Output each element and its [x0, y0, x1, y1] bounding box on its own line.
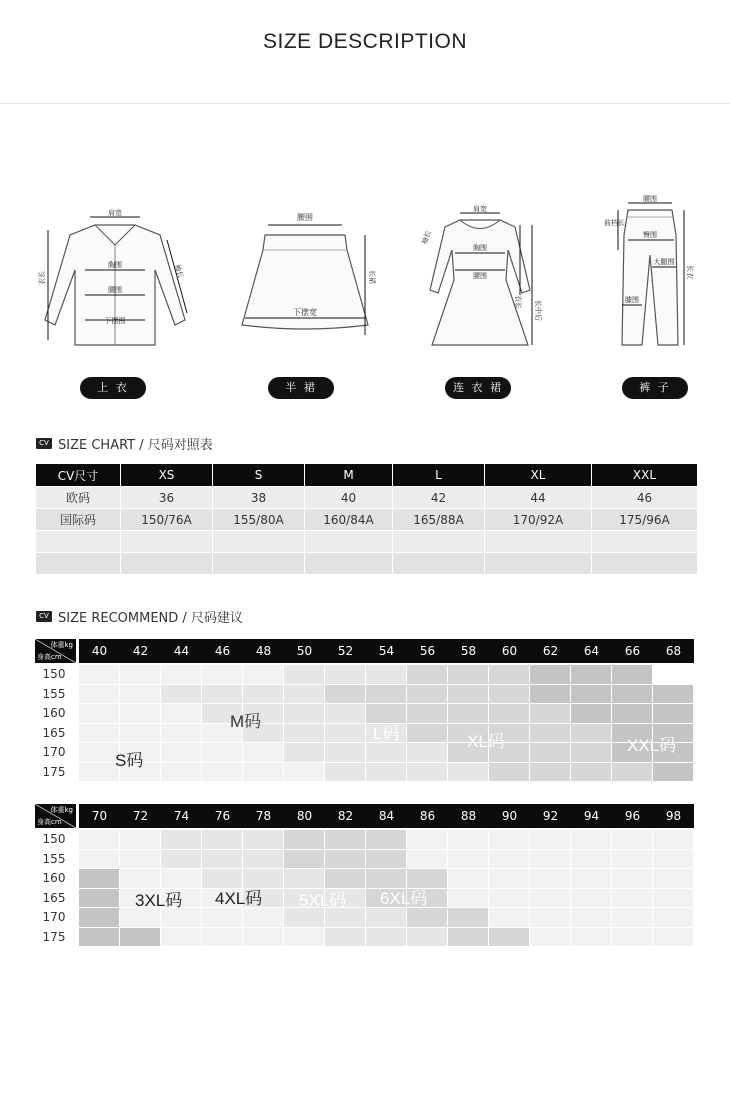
weight-header: 42: [132, 644, 149, 658]
height-label: 170: [42, 910, 66, 924]
height-label: 175: [42, 764, 66, 779]
recommend-cell: [448, 763, 488, 782]
shirt-label-shoulder: 肩宽: [108, 209, 122, 217]
recommend-cell: [612, 665, 652, 684]
recommend-cell: [571, 763, 611, 782]
table-cell: 国际码: [36, 509, 121, 531]
recommend-cell: [407, 928, 447, 947]
recommend-cell: [120, 830, 160, 849]
weight-header: 74: [173, 809, 190, 823]
recommend-cell: [571, 704, 611, 723]
garment-tag-trousers: 裤 子: [622, 377, 688, 399]
table-cell: [305, 531, 393, 553]
recommend-cell: [530, 830, 570, 849]
table-cell: [213, 531, 305, 553]
recommend-cell: [653, 704, 693, 723]
weight-header: 44: [173, 644, 190, 658]
weight-header: 62: [542, 644, 559, 658]
recommend-cell: [571, 850, 611, 869]
recommend-cell: [366, 850, 406, 869]
recommend-cell: [571, 743, 611, 762]
table-cell: 150/76A: [121, 509, 213, 531]
height-label: 150: [42, 667, 66, 681]
recommend-cell: [571, 869, 611, 888]
recommend-cell: [489, 763, 529, 782]
recommend-cell: [489, 850, 529, 869]
weight-header: 72: [132, 809, 149, 823]
recommend-cell: [202, 850, 242, 869]
size-label: 4XL码: [215, 889, 263, 908]
recommend-cell: [407, 763, 447, 782]
table-cell: [36, 531, 121, 553]
shirt-label-length: 衣长: [38, 271, 46, 285]
table-cell: 36: [121, 487, 213, 509]
recommend-cell: [489, 869, 529, 888]
size-chart-header: L: [393, 464, 485, 487]
dress-label-sleeve: 袖长: [420, 229, 433, 246]
recommend-cell: [489, 889, 529, 908]
recommend-cell: [161, 685, 201, 704]
size-label: 3XL码: [135, 891, 183, 910]
recommend-cell: [284, 724, 324, 743]
recommend-cell: [202, 743, 242, 762]
recommend-cell: [79, 704, 119, 723]
recommend-cell: [448, 665, 488, 684]
weight-header: 90: [501, 809, 518, 823]
size-chart-header-row: [36, 464, 698, 487]
weight-header: 68: [665, 644, 682, 658]
size-chart-table: [35, 463, 698, 575]
skirt-label-hem: 下摆宽: [293, 308, 317, 317]
recommend-cell: [284, 704, 324, 723]
recommend-cell: [120, 850, 160, 869]
recommend-cell: [79, 763, 119, 782]
title-divider: [0, 103, 730, 104]
recommend-cell: [284, 928, 324, 947]
recommend-cell: [571, 928, 611, 947]
corner-height-label: 身高cm: [37, 818, 62, 826]
recommend-cell: [448, 704, 488, 723]
recommend-cell: [325, 928, 365, 947]
weight-header: 78: [255, 809, 272, 823]
table-cell: 欧码: [36, 487, 121, 509]
recommend-cell: [489, 704, 529, 723]
recommend-cell: [407, 704, 447, 723]
recommend-cell: [79, 665, 119, 684]
recommend-cell: [653, 850, 693, 869]
dress-label-length: 衣长: [514, 295, 522, 309]
table-row: [36, 487, 698, 509]
trousers-label-knee: 膝围: [625, 296, 639, 304]
recommend-cell: [284, 685, 324, 704]
recommend-cell: [653, 928, 693, 947]
table-cell: [393, 553, 485, 575]
size-label: S码: [115, 751, 144, 770]
size-label: 6XL码: [380, 889, 428, 908]
recommend-cell: [571, 889, 611, 908]
recommend-cell: [530, 928, 570, 947]
recommend-cell: [202, 830, 242, 849]
dress-label-back-length: 长中后: [534, 300, 542, 321]
recommend-cell: [530, 704, 570, 723]
recommend-cell: [325, 685, 365, 704]
trousers-label-hip: 臀围: [643, 231, 657, 239]
shirt-label-sleeve: 袖长: [173, 263, 185, 280]
recommend-cell: [243, 928, 283, 947]
recommend-cell: [79, 685, 119, 704]
weight-header: 76: [214, 809, 231, 823]
recommend-cell: [407, 850, 447, 869]
recommend-cell: [489, 830, 529, 849]
table-cell: [121, 531, 213, 553]
recommend-cell: [407, 743, 447, 762]
weight-header: 50: [296, 644, 313, 658]
table-cell: [592, 553, 698, 575]
garment-tag-top: 上 衣: [80, 377, 146, 399]
recommend-cell: [79, 928, 119, 947]
weight-header: 84: [378, 809, 395, 823]
dress-label-shoulder: 肩宽: [473, 205, 487, 213]
table-cell: [592, 531, 698, 553]
recommend-cell: [612, 830, 652, 849]
table-row: [36, 531, 698, 553]
cv-logo: CV: [36, 611, 52, 622]
size-chart-header: XXL: [592, 464, 698, 487]
table-cell: [213, 553, 305, 575]
size-recommend-heading: [36, 607, 243, 626]
recommend-cell: [202, 665, 242, 684]
size-chart-header: CV尺寸: [36, 464, 121, 487]
table-cell: 170/92A: [485, 509, 592, 531]
height-label: 165: [42, 890, 66, 905]
table-row: [36, 553, 698, 575]
trousers-diagram: [600, 195, 700, 355]
recommend-cell: [325, 850, 365, 869]
recommend-cell: [612, 928, 652, 947]
table-cell: 165/88A: [393, 509, 485, 531]
table-cell: [305, 553, 393, 575]
weight-header: 80: [296, 809, 313, 823]
recommend-cell: [407, 685, 447, 704]
recommend-cell: [161, 743, 201, 762]
recommend-cell: [366, 830, 406, 849]
dress-diagram: [420, 205, 540, 355]
skirt-label-waist: 腰围: [297, 213, 313, 222]
trousers-label-length: 长衣: [686, 265, 694, 279]
recommend-cell: [284, 743, 324, 762]
garment-tag-dress: 连 衣 裙: [445, 377, 511, 399]
recommend-cell: [530, 850, 570, 869]
recommend-cell: [120, 928, 160, 947]
size-chart-header: S: [213, 464, 305, 487]
recommend-cell: [653, 665, 693, 684]
recommend-cell: [407, 830, 447, 849]
height-label: 160: [42, 871, 66, 885]
recommend-cell: [325, 763, 365, 782]
recommend-cell: [202, 928, 242, 947]
recommend-cell: [120, 685, 160, 704]
skirt-diagram: [230, 205, 380, 355]
size-label: XL码: [467, 732, 505, 751]
recommend-cell: [489, 908, 529, 927]
size-chart-heading: [36, 434, 213, 453]
table-cell: 155/80A: [213, 509, 305, 531]
garment-tag-skirt: 半 裙: [268, 377, 334, 399]
recommend-cell: [571, 724, 611, 743]
recommend-cell: [530, 763, 570, 782]
recommend-cell: [653, 685, 693, 704]
recommend-cell: [79, 908, 119, 927]
recommend-cell: [530, 889, 570, 908]
height-label: 155: [42, 686, 66, 701]
recommend-cell: [284, 869, 324, 888]
recommend-cell: [366, 763, 406, 782]
recommend-cell: [489, 928, 529, 947]
recommend-cell: [448, 889, 488, 908]
recommend-cell: [202, 908, 242, 927]
height-label: 155: [42, 851, 66, 866]
recommend-cell: [161, 850, 201, 869]
recommend-cell: [284, 850, 324, 869]
trousers-label-thigh: 大腿围: [653, 258, 675, 266]
recommend-cell: [448, 908, 488, 927]
recommend-cell: [571, 665, 611, 684]
recommend-cell: [366, 908, 406, 927]
weight-header: 92: [542, 809, 559, 823]
recommend-cell: [161, 928, 201, 947]
trousers-label-rise: 前档长: [604, 219, 625, 227]
recommend-cell: [325, 724, 365, 743]
recommend-cell: [243, 850, 283, 869]
recommend-cell: [79, 869, 119, 888]
height-label: 170: [42, 745, 66, 759]
recommend-table-2: [35, 804, 697, 946]
table-cell: [393, 531, 485, 553]
recommend-cell: [325, 830, 365, 849]
table-cell: 46: [592, 487, 698, 509]
table-cell: 38: [213, 487, 305, 509]
recommend-cell: [530, 685, 570, 704]
weight-header: 52: [337, 644, 354, 658]
table-cell: 175/96A: [592, 509, 698, 531]
trousers-label-waist: 腰围: [643, 195, 657, 203]
recommend-cell: [653, 830, 693, 849]
height-label: 165: [42, 725, 66, 740]
cv-logo: CV: [36, 438, 52, 449]
table-cell: 44: [485, 487, 592, 509]
recommend-cell: [448, 928, 488, 947]
table-cell: 160/84A: [305, 509, 393, 531]
recommend-cell: [161, 665, 201, 684]
recommend-cell: [366, 665, 406, 684]
weight-header: 88: [460, 809, 477, 823]
weight-header: 66: [624, 644, 641, 658]
recommend-cell: [653, 908, 693, 927]
recommend-cell: [161, 724, 201, 743]
recommend-cell: [243, 908, 283, 927]
height-label: 175: [42, 929, 66, 944]
weight-header: 82: [337, 809, 354, 823]
recommend-cell: [653, 763, 693, 782]
table-cell: [36, 553, 121, 575]
recommend-cell: [243, 763, 283, 782]
recommend-cell: [407, 724, 447, 743]
recommend-cell: [448, 850, 488, 869]
height-label: 160: [42, 706, 66, 720]
skirt-label-length: 长裙: [368, 270, 376, 284]
recommend-cell: [79, 850, 119, 869]
recommend-cell: [79, 724, 119, 743]
recommend-cell: [407, 908, 447, 927]
recommend-cell: [202, 685, 242, 704]
size-chart-header: XL: [485, 464, 592, 487]
recommend-cell: [120, 704, 160, 723]
recommend-cell: [79, 743, 119, 762]
recommend-cell: [612, 908, 652, 927]
weight-header: 70: [91, 809, 108, 823]
shirt-label-bust: 胸围: [108, 261, 122, 269]
recommend-cell: [612, 889, 652, 908]
recommend-cell: [161, 869, 201, 888]
recommend-cell: [448, 685, 488, 704]
weight-header: 40: [91, 644, 108, 658]
size-recommend-title: SIZE RECOMMEND / 尺码建议: [58, 611, 243, 626]
recommend-cell: [653, 889, 693, 908]
table-cell: 42: [393, 487, 485, 509]
corner-weight-label: 体重kg: [50, 806, 73, 814]
recommend-cell: [530, 869, 570, 888]
recommend-cell: [325, 704, 365, 723]
weight-header: 86: [419, 809, 436, 823]
weight-header: 54: [378, 644, 395, 658]
weight-header: 96: [624, 809, 641, 823]
dress-label-waist: 腰围: [473, 272, 487, 280]
recommend-cell: [243, 685, 283, 704]
shirt-diagram: [40, 205, 190, 355]
recommend-cell: [530, 665, 570, 684]
recommend-cell: [284, 665, 324, 684]
recommend-cell: [530, 743, 570, 762]
size-chart-title: SIZE CHART / 尺码对照表: [58, 438, 213, 453]
size-label: M码: [230, 712, 262, 731]
recommend-table-1: [35, 639, 697, 781]
recommend-cell: [202, 763, 242, 782]
weight-header: 60: [501, 644, 518, 658]
weight-header: 58: [460, 644, 477, 658]
recommend-corner-cell: [35, 639, 76, 663]
recommend-cell: [530, 724, 570, 743]
recommend-cell: [489, 665, 529, 684]
recommend-cell: [325, 869, 365, 888]
size-label: L码: [373, 724, 400, 743]
size-label: XXL码: [627, 736, 677, 755]
recommend-cell: [366, 928, 406, 947]
recommend-cell: [120, 869, 160, 888]
weight-header: 98: [665, 809, 682, 823]
recommend-cell: [161, 704, 201, 723]
recommend-cell: [448, 869, 488, 888]
table-cell: [121, 553, 213, 575]
recommend-cell: [653, 869, 693, 888]
recommend-cell: [284, 830, 324, 849]
recommend-cell: [407, 665, 447, 684]
recommend-cell: [79, 889, 119, 908]
recommend-cell: [120, 665, 160, 684]
recommend-cell: [571, 830, 611, 849]
weight-header: 64: [583, 644, 600, 658]
recommend-cell: [612, 850, 652, 869]
dress-label-bust: 胸围: [473, 244, 487, 252]
recommend-cell: [243, 743, 283, 762]
table-cell: [485, 531, 592, 553]
recommend-cell: [366, 743, 406, 762]
recommend-cell: [161, 763, 201, 782]
recommend-cell: [366, 685, 406, 704]
recommend-cell: [489, 685, 529, 704]
recommend-cell: [243, 665, 283, 684]
weight-header: 48: [255, 644, 272, 658]
recommend-cell: [571, 908, 611, 927]
size-chart-header: XS: [121, 464, 213, 487]
corner-height-label: 身高cm: [37, 653, 62, 661]
recommend-cell: [571, 685, 611, 704]
recommend-cell: [612, 763, 652, 782]
table-cell: [485, 553, 592, 575]
page-title: SIZE DESCRIPTION: [262, 30, 468, 53]
recommend-cell: [243, 830, 283, 849]
recommend-cell: [612, 869, 652, 888]
recommend-cell: [284, 763, 324, 782]
corner-weight-label: 体重kg: [50, 641, 73, 649]
recommend-cell: [79, 830, 119, 849]
recommend-cell: [612, 685, 652, 704]
recommend-cell: [448, 830, 488, 849]
weight-header: 94: [583, 809, 600, 823]
recommend-cell: [530, 908, 570, 927]
recommend-cell: [161, 830, 201, 849]
recommend-cell: [325, 665, 365, 684]
recommend-cell: [325, 743, 365, 762]
shirt-label-hem: 下摆围: [104, 317, 126, 325]
height-label: 150: [42, 832, 66, 846]
shirt-label-waist: 腰围: [108, 286, 122, 294]
recommend-cell: [612, 704, 652, 723]
size-chart-header: M: [305, 464, 393, 487]
recommend-cell: [120, 724, 160, 743]
table-row: [36, 509, 698, 531]
table-cell: 40: [305, 487, 393, 509]
weight-header: 56: [419, 644, 436, 658]
size-label: 5XL码: [299, 891, 347, 910]
weight-header: 46: [214, 644, 231, 658]
recommend-corner-cell: [35, 804, 76, 828]
